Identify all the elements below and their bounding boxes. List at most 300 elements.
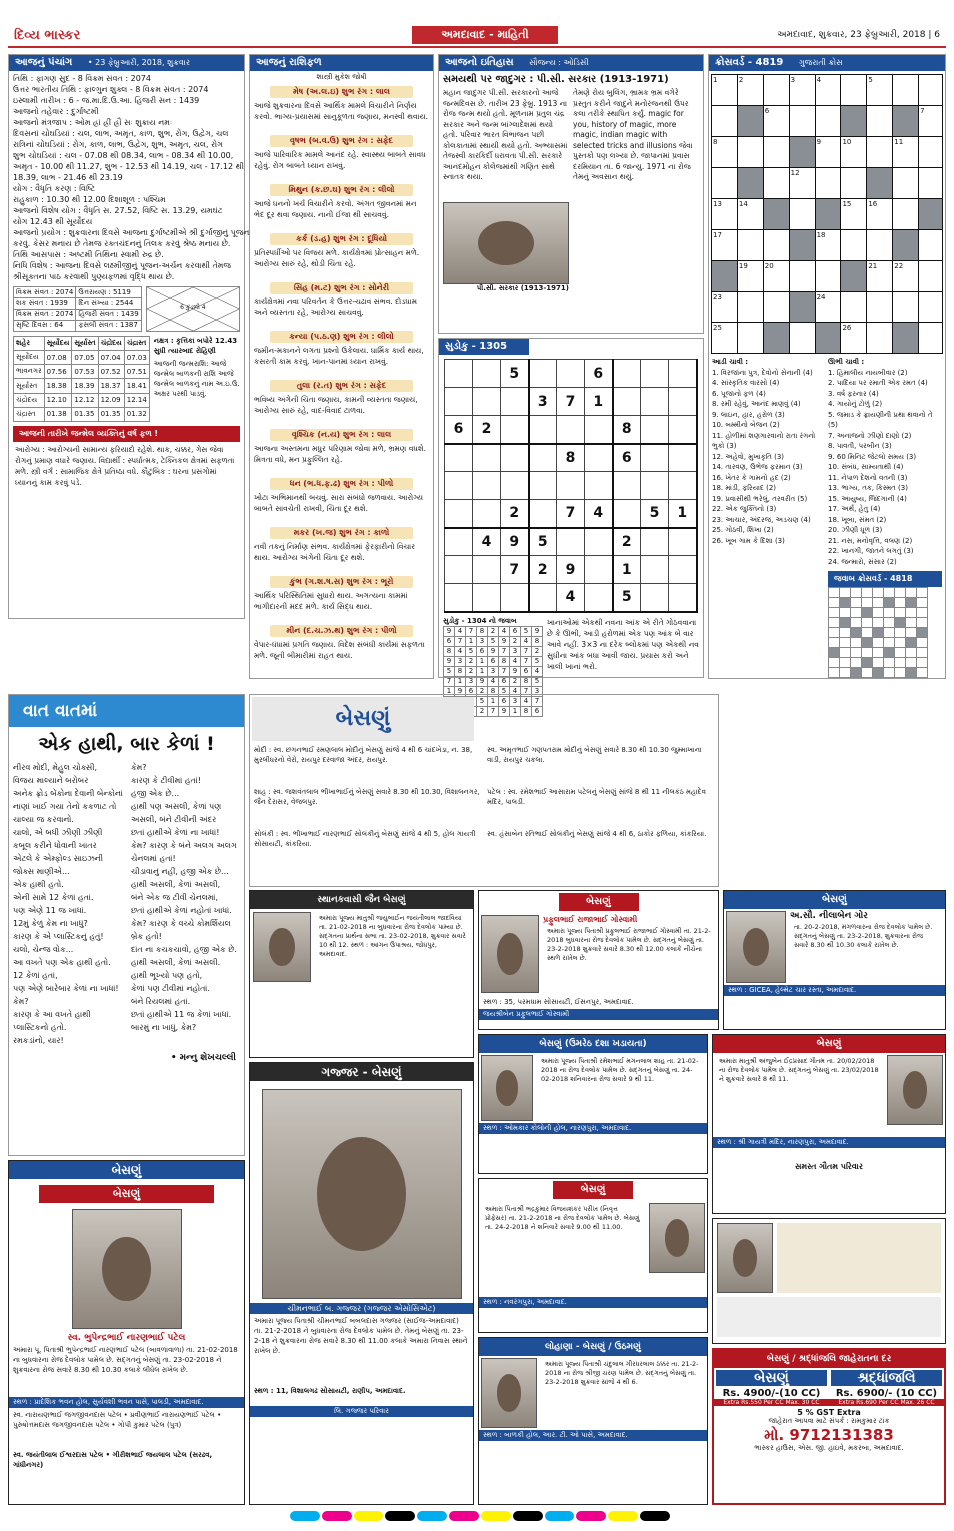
sudoku-cell: 2 xyxy=(501,500,529,528)
vat-line: કબૂલ કરીને ધોવાની ખાતર xyxy=(13,841,97,850)
crossword-answer-cell xyxy=(851,598,862,608)
sudoku-answer-row xyxy=(444,636,543,646)
vat-line: બંને રિયલમાં હતાં. xyxy=(131,997,191,1006)
crossword-answer-cell xyxy=(840,668,851,678)
vat-line: પ્લાસ્ટિકનો હતો. xyxy=(13,1023,67,1032)
gautam-footer: સમસ્ત ગૌતમ પરિવાર xyxy=(794,1162,864,1171)
sudoku-cell xyxy=(445,472,473,500)
sudoku-cell: 6 xyxy=(613,444,641,472)
gautam-photo xyxy=(887,1055,943,1125)
crossword-cell xyxy=(867,106,893,137)
crossword-answer-cell xyxy=(873,638,884,648)
crossword-block xyxy=(815,323,841,354)
vat-line: જોક્સ માણીએ... xyxy=(13,867,70,876)
left-besnu-text: અમારા પૂ. પિતાશ્રી ભુપેન્દ્રભાઈ નારણભાઈ પટેલ (બાવળાવાળા) તા. 21-02-2018 ના બુધવારના રોજ દેવલોક પામેલ છે. સદ્ગતનું બેસણું તા. 23-02-2018 ને શુક્રવારના રોજ સવારે 8.30 થી 10.30 કલાકે લીધેલ રાખેલ છે. xyxy=(13,1346,238,1374)
crossword-cell xyxy=(712,168,738,199)
sudoku-cell: 2 xyxy=(613,528,641,556)
sudoku-answer-cell: 5 xyxy=(466,646,477,656)
rashi-heading: કુંભ (ગ.શ.ષ.સ) શુભ રંગ : ભૂરો xyxy=(270,576,413,588)
print-registration-marks xyxy=(290,1511,670,1523)
sudoku-answer-cell: 2 xyxy=(510,636,521,646)
crossword-answer-cell xyxy=(829,608,840,618)
vat-line: આ વખતે પણ એક હાથી હતો. xyxy=(13,958,111,967)
sudoku-cell xyxy=(641,416,669,444)
rashi-text: ભવિષ્ય અંગેની ચિંતા જણાય, કામની વ્યસ્તતા જણાય, આરોગ્ય સારું રહે, વાદ-વિવાદ ટાળવા. xyxy=(254,395,418,415)
sudoku-answer-cell: 9 xyxy=(444,656,455,666)
down-clue: 20. ઝીણી ધૂળ (3) xyxy=(828,526,883,534)
crossword-block xyxy=(815,199,841,230)
rashi-item xyxy=(250,625,433,672)
crossword-answer-block xyxy=(851,628,862,638)
crossword-answer-cell xyxy=(873,618,884,628)
sudoku-answer-cell: 4 xyxy=(510,686,521,696)
samvat-cell: ફસલી સંવત : 1387 xyxy=(76,320,141,331)
vat-line: છતાં હાથીએ કેળાં નહોતાં ખાધાં. xyxy=(131,906,232,915)
crossword-answer-block xyxy=(884,598,895,608)
sudoku-cell xyxy=(473,360,501,388)
itihas-byline: સૌજન્ય : ઓડિસી xyxy=(529,58,589,67)
down-clue: 2. પાદિયા પર રમાતી એક રમત (4) xyxy=(828,379,928,387)
sudoku-answer-cell: 8 xyxy=(532,636,543,646)
sudoku-cell: 4 xyxy=(473,528,501,556)
crossword-answer-cell xyxy=(829,588,840,598)
shraddhanjali-text-area xyxy=(777,1223,941,1293)
crossword-cell xyxy=(841,168,867,199)
sudoku-answer-cell: 6 xyxy=(499,676,510,686)
goswami-besnu-title: બેસણું xyxy=(559,893,639,911)
down-clue: 24. જન્મારો, સંસાર (2) xyxy=(828,557,897,566)
panchang-line: અમૃત - 10.00 થી 11.27, શુભ - 12.53 થી 14.19, ચલ - 17.12 થી xyxy=(13,162,244,171)
sudoku-answer-cell: 1 xyxy=(455,676,466,686)
down-clue: 17. અર્થ, હેતુ (4) xyxy=(828,505,881,513)
sudoku-cell xyxy=(529,500,557,528)
crossword-cell: 9 xyxy=(815,137,841,168)
sudoku-cell xyxy=(445,500,473,528)
sudoku-answer-cell: 3 xyxy=(510,646,521,656)
down-clue: 13. ભાગ્ય, તક, કિસ્મત (3) xyxy=(828,484,908,492)
vat-line: એટલે કે એમ્ફોલ્ડ સાઇઝની xyxy=(13,854,104,863)
down-clue: 3. વર્ષ ફરનાર (4) xyxy=(828,389,879,398)
city-cell: 01.32 xyxy=(124,407,149,421)
rate-besnu-label: બેસણું xyxy=(716,1370,827,1386)
itihas-text-2: તેમણે રોય બુલિંગ, ભ્રામક ભ્રમ વગેરે પ્રસ્તુત કરીને જાદુને મનોરંજનથી ઉપર કલા તરીકે સ્થાપિત કર્યું. magic for you, history of magic, more magic, indian magic with selected tricks and illusions જેવા પુસ્તકો પણ લખ્યા છે. જાપાનમાં પ્રવાસ દરમિયાન તા. 6 જાન્યુ. 1971 ના રોજ તેમનું અવસાન થયું. xyxy=(573,88,693,181)
khadayta-place: સ્થળ : ઓમકાર કોલોની હોલ, નારણપુરા, અમદાવાદ. xyxy=(479,1123,707,1134)
besnu-entry: મોદી : સ્વ. છગનભાઈ રમણલાલ મોદીનું બેસણું સાંજે 4 થી 6 ચાંદખેડા, ન. 38, મુરલીધરનો વેરો, રાયપુર દરવાજા અંદર, રાયપુર. xyxy=(254,746,473,764)
crossword-cell xyxy=(919,261,943,292)
rate-shraddhanjali-label: શ્રદ્ધાંજલિ xyxy=(831,1370,942,1386)
nilaben-besnu-title: બેસણું xyxy=(724,891,945,909)
crossword-answer-block xyxy=(840,598,851,608)
crossword-cell xyxy=(815,168,841,199)
rashi-heading: મકર (ખ.જ) શુભ રંગ : કાળો xyxy=(270,527,413,539)
crossword-cell: 3 xyxy=(789,75,815,106)
sudoku-cell xyxy=(445,584,473,612)
sudoku-cell xyxy=(613,360,641,388)
crossword-cell: 22 xyxy=(893,261,919,292)
vat-line: વિજય માલ્યાને બરોબર xyxy=(13,776,89,785)
vat-vatma-title: વાત વાતમાં xyxy=(9,695,244,727)
sudoku-cell xyxy=(529,444,557,472)
sudoku-answer-cell: 9 xyxy=(499,706,510,716)
nilaben-place: સ્થળ : GICEA, હેલ્મેટ ચાર રસ્તા, અમદાવાદ. xyxy=(724,985,945,996)
sudoku-cell xyxy=(585,472,613,500)
city-cell: 18.41 xyxy=(124,379,149,393)
crossword-cell: 6 xyxy=(763,106,789,137)
sudoku-answer-cell: 5 xyxy=(521,626,532,636)
crossword-answer-cell xyxy=(829,658,840,668)
sudoku-answer-cell: 6 xyxy=(499,696,510,706)
sudoku-answer-cell: 7 xyxy=(499,646,510,656)
crossword-answer-cell xyxy=(884,658,895,668)
sudoku-title: સુડોકુ - 1305 xyxy=(439,339,529,355)
crossword-answer-row xyxy=(829,638,928,648)
crossword-block xyxy=(712,261,738,292)
crossword-answer-cell xyxy=(862,598,873,608)
crossword-answer-cell xyxy=(917,618,928,628)
crossword-cell: 13 xyxy=(712,199,738,230)
brand-logo: દિવ્ય ભાસ્કર xyxy=(14,28,81,43)
sudoku-answer-cell: 8 xyxy=(521,706,532,716)
sudoku-cell xyxy=(669,584,697,612)
nakshatra-text: નક્ષત્ર : કૃત્તિકા બપોરે 12.43 સુધી ત્યારબાદ રોહિણી xyxy=(153,337,238,355)
samvat-cell: ઉત્તરાયણ : 5119 xyxy=(76,287,141,298)
crossword-answer-cell xyxy=(862,628,873,638)
samvat-cell: દિન સંખ્યા : 2544 xyxy=(76,298,141,309)
crossword-answer-cell xyxy=(906,608,917,618)
vat-line: નાણાં ખાઈ ગયા તેનો કકળાટ તો xyxy=(13,802,117,811)
crossword-answer-block xyxy=(906,668,917,678)
sudoku-answer-cell: 1 xyxy=(488,696,499,706)
across-clue: 6. પૂજાનો ફળ (4) xyxy=(712,389,766,398)
down-clues xyxy=(828,357,942,680)
city-header-cell: શહેર xyxy=(14,337,45,351)
lohana-place: સ્થળ : બાળકી હોલ, આર. ટી. ઓ પાસે, અમદાવાદ. xyxy=(479,1430,707,1441)
across-clue: 11. હોળીમાં શણગારવાનો રાતા રંગનો ભુકો (3) xyxy=(712,431,816,450)
crossword-cell: 5 xyxy=(867,75,893,106)
sudoku-cell: 5 xyxy=(529,528,557,556)
crossword-answer-cell xyxy=(895,658,906,668)
masthead xyxy=(8,26,946,48)
sudoku-row xyxy=(445,528,697,556)
goswami-text: અમારા પૂજ્ય પિતાશ્રી પ્રફુલભાઈ રાજાભાઈ ગોસ્વામી તા. 21-2-2018 બુધવારના રોજ દેવલોક પામેલ છે. સદ્ગતનું બેસણું તા. 23-2-2018 શુક્રવારે સવારે 8.30 થી 12.00 કલાકે નીચેના સ્થળે રાખેલ છે. xyxy=(547,927,711,962)
crossword-cell xyxy=(919,323,943,354)
sudoku-cell: 8 xyxy=(613,416,641,444)
across-clues xyxy=(712,357,824,680)
crossword-answer-block xyxy=(906,638,917,648)
sudoku-answer-cell: 3 xyxy=(532,686,543,696)
sudoku-cell xyxy=(641,556,669,584)
samvat-section xyxy=(9,284,244,334)
crossword-answer-cell xyxy=(895,628,906,638)
rate-besnu-price: Rs. 4900/-(10 CC) xyxy=(722,1388,821,1399)
crossword-cell xyxy=(789,199,815,230)
crossword-cell xyxy=(789,323,815,354)
parikh-photo xyxy=(649,1203,705,1273)
crossword-row xyxy=(712,137,943,168)
crossword-answer-block xyxy=(906,598,917,608)
vat-author: • મન્નુ શેખચલ્લી xyxy=(170,1053,236,1063)
besnu-entry: પટેલ : સ્વ. રમેશભાઈ આસારામ પટેલનું બેસણું સાંજે 8 થી 11 નીલકંઠ મહાદેવ મંદિર, પાલડી. xyxy=(487,788,706,806)
parikh-place: સ્થળ : નવરંગપુરા, અમદાવાદ. xyxy=(479,1297,707,1308)
city-header-cell: સૂર્યાસ્ત xyxy=(72,337,98,351)
crossword-answer-block xyxy=(862,608,873,618)
crossword-row xyxy=(712,323,943,354)
crossword-cell xyxy=(815,261,841,292)
lohana-photo xyxy=(481,1358,537,1428)
rashi-heading: વૃશ્ચિક (ન.ય) શુભ રંગ : લાલ xyxy=(270,429,413,441)
sudoku-answer-cell: 6 xyxy=(532,706,543,716)
vat-line: છતાં હાથીએ 11 જ કેળાં ખાધાં. xyxy=(131,1010,232,1019)
sudoku-answer-cell: 5 xyxy=(444,666,455,676)
vat-vatma-column xyxy=(8,694,245,1156)
crossword-cell xyxy=(763,292,789,323)
vat-line: હજી એક છે... xyxy=(131,789,180,798)
across-clue: 12. અહેવો, મુખાકૃતિ (3) xyxy=(712,452,784,461)
crossword-row xyxy=(712,261,943,292)
crossword-answer-cell xyxy=(829,668,840,678)
crossword-answer-cell xyxy=(895,638,906,648)
sudoku-answer-cell: 9 xyxy=(510,666,521,676)
city-cell: ચંદ્રોદય xyxy=(14,393,45,407)
vat-line: બ્રેક હતો! xyxy=(131,932,162,941)
jain-besnu-photo xyxy=(253,912,311,982)
sudoku-answer-cell: 9 xyxy=(455,686,466,696)
crossword-cell xyxy=(893,199,919,230)
vat-vatma-subtitle: એક હાથી, બાર કેળાં ! xyxy=(38,733,215,755)
crossword-cell: 19 xyxy=(737,261,763,292)
sudoku-answer-row xyxy=(444,646,543,656)
nakshatra-block xyxy=(154,336,240,422)
sudoku-cell xyxy=(501,444,529,472)
itihas-text-1: મહાન જાદુગર પી.સી. સરકારનો આજે જન્મદિવસ છે. તારીખ 23 ફેબ્રુ. 1913 ના રોજ જન્મ થયો હતો. મૂળનામ પ્રતુલ ચંદ્ર સરકાર અને જન્મ બાંગ્લાદેશમાં થયો હતો. પરિવાર ભારત વિભાજન પછી કોલકાતામાં સ્થાયી થયો હતો. અભ્યાસમાં તેજસ્વી કારકિર્દી ધરાવતા પી.સી. સરકારે આનંદમોહન કોલેજમાંથી ગણિત સાથે સ્નાતક થયા. xyxy=(443,88,568,181)
crossword-answer-grid xyxy=(828,587,928,678)
panchang-line: રાહુકાળ : 10.30 થી 12.00 દિશાશૂળ : પશ્ચિમ xyxy=(13,195,166,204)
crossword-cell: 7 xyxy=(919,106,943,137)
city-row xyxy=(14,379,150,393)
rate-phone: મો. 9712131383 xyxy=(764,1426,894,1444)
vat-line: બંને એક જ ટીવી ચેનલમાં, xyxy=(131,893,218,902)
crossword-cell xyxy=(919,230,943,261)
samvat-row xyxy=(14,287,142,298)
city-cell: 18.37 xyxy=(98,379,124,393)
sudoku-answer-cell: 3 xyxy=(455,656,466,666)
itihas-column xyxy=(438,54,704,334)
vat-line: પણ એણે 11 જ ખાધાં. xyxy=(13,906,87,915)
crossword-answer-cell xyxy=(873,588,884,598)
rashi-heading: મિથુન (ક.છ.ઘ) શુભ રંગ : લીલો xyxy=(270,184,413,196)
city-cell: 12.12 xyxy=(72,393,98,407)
sudoku-answer-cell: 2 xyxy=(466,666,477,676)
rashi-item xyxy=(250,576,433,623)
sudoku-answer-cell: 3 xyxy=(466,676,477,686)
sudoku-answer-cell: 5 xyxy=(488,636,499,646)
sudoku-row xyxy=(445,472,697,500)
crossword-answer-cell xyxy=(862,648,873,658)
across-clue: 10. બમ્મીનો બેજન (2) xyxy=(712,421,780,429)
crossword-grid xyxy=(711,74,943,354)
crossword-block xyxy=(893,106,919,137)
across-clue: 16. ખેતર કે ગામનો હદ (2) xyxy=(712,473,791,482)
crossword-answer-cell xyxy=(884,588,895,598)
crossword-cell: 14 xyxy=(737,199,763,230)
city-cell: ભાવનગર xyxy=(14,365,45,379)
crossword-answer-cell xyxy=(906,648,917,658)
sudoku-cell: 4 xyxy=(557,584,585,612)
vat-line: 12 કેળાં હતાં, xyxy=(13,971,58,980)
panchang-line: આજનો પ્રયોગ : શુક્રવારના દિવસે આજના દુર્ગાષ્ટમીએ શ્રી દુર્ગાજીનું પૂજન xyxy=(13,228,250,237)
sudoku-cell xyxy=(585,556,613,584)
crossword-answer-row xyxy=(829,648,928,658)
across-clue: 19. પ્રવાસીથી ભરેલું, તરવરીત (5) xyxy=(712,494,808,503)
vat-line: દાંત ના કચકચાવો, હજી એક છે. xyxy=(131,945,237,954)
crossword-answer-cell xyxy=(906,658,917,668)
sudoku-cell xyxy=(669,388,697,416)
rashi-heading: મીન (દ.ચ.ઝ.થ) શુભ રંગ : પીળો xyxy=(270,625,413,637)
goswami-place: સ્થળ : 35, પરમધામ સોસાયટી, ઈસનપુર, અમદાવાદ. xyxy=(483,998,634,1006)
sudoku-cell xyxy=(445,528,473,556)
sudoku-answer-cell: 6 xyxy=(488,656,499,666)
shraddhanjali-ad xyxy=(712,1218,946,1344)
rashi-heading: તુલા (ર.ત) શુભ રંગ : સફેદ xyxy=(270,380,413,392)
crossword-cell xyxy=(763,168,789,199)
sudoku-cell xyxy=(445,360,473,388)
sudoku-answer-row xyxy=(444,666,543,676)
sudoku-cell xyxy=(641,388,669,416)
crossword-answer-cell xyxy=(884,628,895,638)
vat-line: કેળાં પણ ટીવીમાં નહોતાં. xyxy=(131,984,210,993)
crossword-block xyxy=(737,168,763,199)
sudoku-cell xyxy=(641,472,669,500)
sudoku-cell: 9 xyxy=(557,556,585,584)
itihas-headline: સમયથી પર જાદુગર : પી.સી. સરકાર (1913-1971) xyxy=(443,74,669,85)
samvat-row xyxy=(14,320,142,331)
sudoku-cell: 2 xyxy=(473,416,501,444)
sudoku-row xyxy=(445,500,697,528)
crossword-cell xyxy=(737,230,763,261)
crossword-answer-cell xyxy=(862,668,873,678)
sudoku-answer-cell: 5 xyxy=(532,676,543,686)
crossword-answer-cell xyxy=(840,638,851,648)
vat-line: 12મું કેળું કેમ ના ખાધું? xyxy=(13,919,88,928)
vat-line: કેમ? xyxy=(131,763,147,772)
panchang-line: દિવસનાં ચોઘડિયાં : ચલ, લાભ, અમૃત, કાળ, શુભ, રોગ, ઉદ્વેગ, ચલ xyxy=(13,129,229,138)
across-clue: 8. રમી રહેવું, આનંદ માણવું (4) xyxy=(712,400,801,408)
sudoku-answer-cell: 7 xyxy=(521,646,532,656)
sudoku-answer-cell: 8 xyxy=(455,666,466,676)
crossword-answer-row xyxy=(829,628,928,638)
rashi-item xyxy=(250,135,433,182)
city-cell: 18.39 xyxy=(72,379,98,393)
crossword-answer-cell xyxy=(840,588,851,598)
crossword-answer-cell xyxy=(884,668,895,678)
crossword-cell xyxy=(737,323,763,354)
sudoku-cell xyxy=(557,528,585,556)
down-clue: 21. નસ, મનોવૃત્તિ, વલણ (2) xyxy=(828,536,913,545)
crossword-answer-cell xyxy=(895,668,906,678)
rashi-item xyxy=(250,380,433,427)
crossword-answer-block xyxy=(895,618,906,628)
sudoku-cell: 5 xyxy=(641,500,669,528)
samvat-cell: શક સંવત : 1939 xyxy=(14,298,76,309)
rate-contact-label: જાહેરાત આપવા માટે સંપર્ક : રામકુમાર ટાંક xyxy=(768,1417,890,1425)
sudoku-answer-cell: 2 xyxy=(477,686,488,696)
crossword-cell xyxy=(867,230,893,261)
crossword-block xyxy=(893,230,919,261)
city-cell: 18.38 xyxy=(44,379,72,393)
left-besnu-photo xyxy=(72,1209,182,1329)
crossword-answer-block xyxy=(917,628,928,638)
across-clue: 22. એક જુક્તિનો (3) xyxy=(712,505,777,513)
sudoku-cell xyxy=(669,416,697,444)
gajjar-besnu-footer: લિ. ગજ્જર પરિવાર xyxy=(250,1406,473,1417)
sudoku-answer-cell: 9 xyxy=(477,676,488,686)
crossword-answer-cell xyxy=(851,588,862,598)
rashi-text: નવી તકનું નિર્માણ સંભવ. કાર્યક્ષેત્રમાં ફેરફારીનો વિચાર થાય. આરોગ્ય અંગેની ચિંતા દૂર થશે. xyxy=(254,542,416,562)
sudoku-cell xyxy=(585,584,613,612)
crossword-cell xyxy=(919,75,943,106)
panchang-title: આજનું પંચાંગ xyxy=(15,57,73,68)
city-cell: 07.51 xyxy=(124,365,149,379)
sudoku-answer-cell: 6 xyxy=(477,646,488,656)
rashi-item xyxy=(250,86,433,133)
sudoku-answer-cell: 7 xyxy=(532,696,543,706)
sudoku-answer-cell: 5 xyxy=(477,696,488,706)
crossword-answer-cell xyxy=(851,638,862,648)
crossword-block xyxy=(789,137,815,168)
sudoku-answer-cell: 2 xyxy=(532,646,543,656)
page-date: અમદાવાદ, શુક્રવાર, 23 ફેબ્રુઆરી, 2018 | 6 xyxy=(777,30,940,40)
vat-line: ચાલ્યા જ કરવાનો. xyxy=(13,815,74,824)
panchang-line: આજનો તહેવાર : દુર્ગાષ્ટમી xyxy=(13,107,99,116)
sudoku-grid xyxy=(444,359,698,613)
panchang-column xyxy=(8,54,250,619)
panchang-header xyxy=(9,55,244,71)
vat-line: એક હાથી હતો. xyxy=(13,880,64,889)
sudoku-row xyxy=(445,556,697,584)
gajjar-besnu-place: સ્થળ : 11, વિશાલગઢ સોસાયટી, રાણીપ, અમદાવાદ. xyxy=(254,1387,406,1395)
crossword-cell: 25 xyxy=(712,323,738,354)
parikh-text: અમારા પિતાશ્રી ભદ્રકુમાર વિજયશંકર પરીખ (નિવૃત્ત પ્રોફેસર) તા. 21-2-2018 ના રોજ દેવલોક પામેલ છે. બેસણું તા. 24-2-2018 ને શનિવારે સવારે 9.00 થી 11.00. xyxy=(485,1205,640,1231)
gajjar-besnu-ad xyxy=(249,1062,474,1505)
shraddhanjali-photo xyxy=(717,1223,773,1293)
crossword-cell: 12 xyxy=(789,168,815,199)
sudoku-answer-cell: 7 xyxy=(521,686,532,696)
sudoku-cell: 5 xyxy=(501,360,529,388)
panchang-line: શુભ ચોઘડિયાં : ચલ - 07.08 થી 08.34, લાભ - 08.34 થી 10.00, xyxy=(13,151,234,160)
sudoku-answer-cell: 7 xyxy=(455,636,466,646)
rashi-text: વેપાર-ધંધામાં પ્રગતિ જણાય. વિદેશ સંબંધી કાર્યમાં સફળતા મળે. જૂની બીમારીમાં રાહત થાય. xyxy=(254,640,425,660)
rashi-text: આજે શુક્રવારના દિવસે આર્થિક મામલે વિચારીને નિર્ણય કરવો. ભાગ્ય-પ્રયાસમાં સાનુકૂળતા જણાય, મનસ્વી થવાય. xyxy=(254,101,429,121)
crossword-cell: 24 xyxy=(815,292,841,323)
vat-line: છતાં હાથીએ કેળાં ના ખાધાં! xyxy=(131,828,220,837)
sudoku-answer-cell: 7 xyxy=(488,706,499,716)
goswami-photo xyxy=(481,915,539,993)
crossword-cell xyxy=(789,106,815,137)
crossword-cell: 16 xyxy=(867,199,893,230)
besnu-entry: સોલંકી : સ્વ. ભીખાભાઈ નારણભાઈ સોલંકીનું બેસણું સાંજે 4 થી 5, હોલ ગાયત્રી સોસાયટી, કાંકરિયા. xyxy=(254,830,476,848)
crossword-answer-block xyxy=(829,648,840,658)
sudoku-cell xyxy=(473,388,501,416)
left-besnu-footer: સ્વ. જયંતીલાલ ઈશ્વરદાસ પટેલ • ગીરીશભાઈ જયલાલ પટેલ (સરઢવ, ગાંધીનગર) xyxy=(13,1451,213,1469)
besnu-list-title: બેસણું xyxy=(252,697,474,741)
rashi-heading: મેષ (અ.લ.ઇ) શુભ રંગ : લાલ xyxy=(270,86,413,98)
sudoku-cell xyxy=(529,416,557,444)
crossword-answer-cell xyxy=(917,598,928,608)
crossword-column xyxy=(708,54,946,679)
down-clue: 9. 60 મિનિટ જેટલો સમય (3) xyxy=(828,452,917,461)
sudoku-answer-cell: 8 xyxy=(444,646,455,656)
crossword-cell xyxy=(712,106,738,137)
